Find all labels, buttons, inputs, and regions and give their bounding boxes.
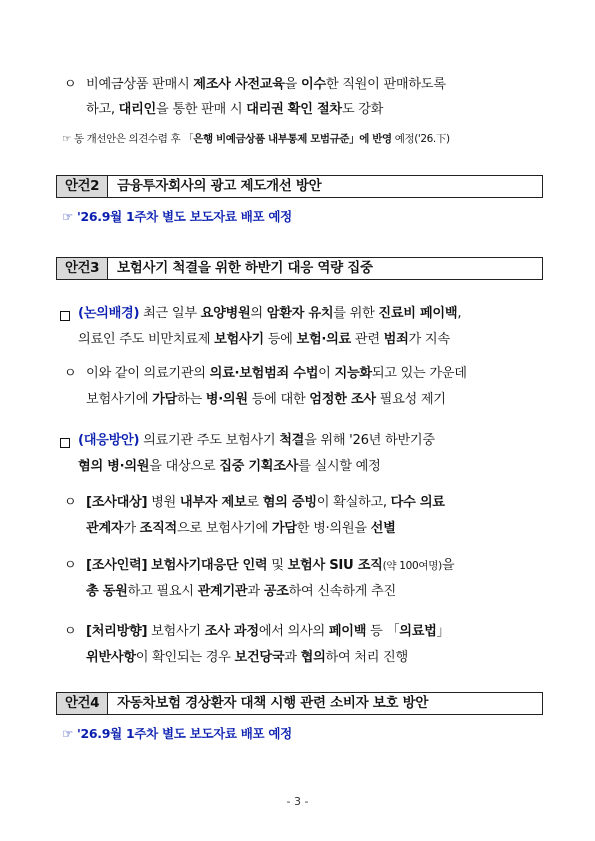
agenda4-note: ☞ '26.9월 1주차 별도 보도자료 배포 예정 bbox=[62, 726, 292, 741]
agenda2-note: ☞ '26.9월 1주차 별도 보도자료 배포 예정 bbox=[62, 209, 292, 224]
agenda3-staff-line2: 총 동원하고 필요시 관계기관과 공조하여 신속하게 추진 bbox=[86, 584, 396, 599]
agenda4-label: 안건4 bbox=[57, 693, 108, 714]
agenda3-label: 안건3 bbox=[57, 258, 108, 279]
agenda3-response-line1: (대응방안) 의료기관 주도 보험사기 척결을 위해 '26년 하반기중 bbox=[78, 433, 435, 448]
agenda3-background-line1: (논의배경) 최근 일부 요양병원의 암환자 유치를 위한 진료비 페이백, bbox=[78, 306, 462, 321]
agenda3-handling-line2: 위반사항이 확인되는 경우 보건당국과 협의하여 처리 진행 bbox=[86, 650, 408, 665]
agenda3-context-line1: 이와 같이 의료기관의 의료·보험범죄 수법이 지능화되고 있는 가운데 bbox=[86, 366, 467, 381]
pointing-hand-icon: ☞ bbox=[62, 133, 72, 145]
bullet-circle: ㅇ bbox=[64, 495, 77, 510]
agenda3-background-line2: 의료인 주도 비만치료제 보험사기 등에 보험·의료 관련 범죄가 지속 bbox=[78, 332, 450, 347]
top-bullet-line1: 비예금상품 판매시 제조사 사전교육을 이수한 직원이 판매하도록 bbox=[86, 77, 446, 92]
bullet-circle: ㅇ bbox=[64, 624, 77, 639]
agenda2-title: 금융투자회사의 광고 제도개선 방안 bbox=[117, 178, 322, 194]
agenda4-title: 자동차보험 경상환자 대책 시행 관련 소비자 보호 방안 bbox=[117, 695, 429, 711]
agenda3-context-line2: 보험사기에 가담하는 병·의원 등에 대한 엄정한 조사 필요성 제기 bbox=[86, 392, 446, 407]
top-bullet-line2: 하고, 대리인을 통한 판매 시 대리권 확인 절차도 강화 bbox=[86, 102, 384, 117]
agenda2-header bbox=[56, 175, 543, 198]
agenda3-title: 보험사기 척결을 위한 하반기 대응 역량 집중 bbox=[117, 260, 373, 276]
bullet-circle: ㅇ bbox=[64, 366, 77, 381]
bullet-circle: ㅇ bbox=[64, 77, 77, 92]
agenda3-staff-line1: [조사인력] 보험사기대응단 인력 및 보험사 SIU 조직(약 100여명)을 bbox=[86, 558, 455, 573]
agenda3-target-line1: [조사대상] 병원 내부자 제보로 혐의 증빙이 확실하고, 다수 의료 bbox=[86, 495, 445, 510]
bullet-circle: ㅇ bbox=[64, 558, 77, 573]
page-number: - 3 - bbox=[286, 795, 309, 808]
agenda2-label: 안건2 bbox=[57, 176, 108, 197]
agenda3-target-line2: 관계자가 조직적으로 보험사기에 가담한 병·의원을 선별 bbox=[86, 521, 396, 536]
agenda4-header bbox=[56, 692, 543, 715]
square-bullet-icon bbox=[60, 306, 70, 325]
square-bullet-icon bbox=[60, 433, 70, 452]
pointing-hand-icon: ☞ bbox=[62, 209, 73, 224]
agenda3-handling-line1: [처리방향] 보험사기 조사 과정에서 의사의 페이백 등 「의료법」 bbox=[86, 624, 450, 639]
agenda3-header bbox=[56, 257, 543, 280]
agenda3-response-line2: 혐의 병·의원을 대상으로 집중 기획조사를 실시할 예정 bbox=[78, 459, 381, 474]
top-note: ☞ 동 개선안은 의견수렴 후 「은행 비예금상품 내부통제 모범규준」에 반영 예정('26.下) bbox=[62, 133, 450, 145]
pointing-hand-icon: ☞ bbox=[62, 726, 73, 741]
